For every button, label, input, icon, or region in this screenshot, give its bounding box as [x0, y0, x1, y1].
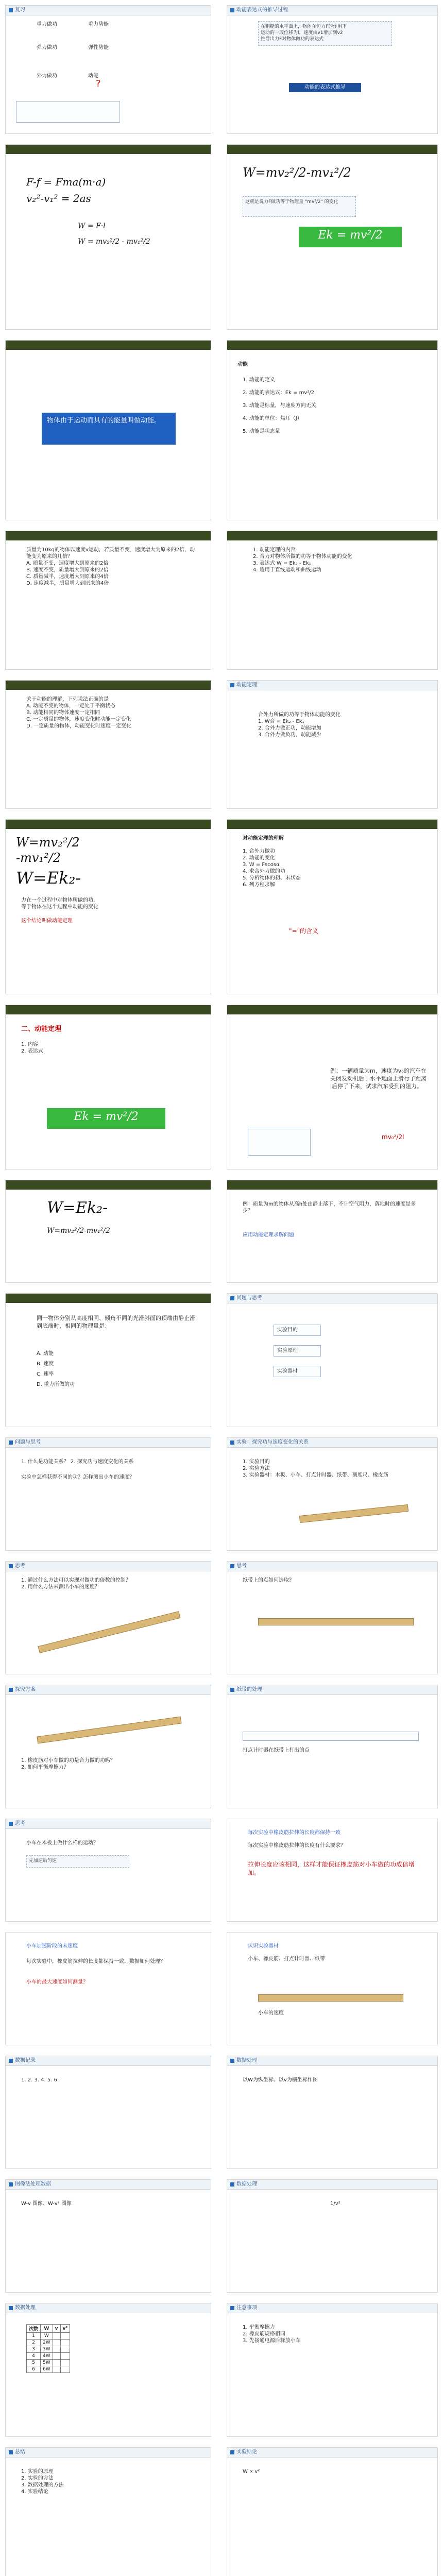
plan-q: 1. 橡皮筋对小车做的功是合力做的功吗？ 2. 如何平衡摩擦力？	[21, 1758, 115, 1770]
slide-title: 总结	[15, 2449, 25, 2455]
flow-label-2: 实验原理	[277, 1348, 298, 1353]
derivation-caption: 动能的表达式推导	[289, 83, 361, 92]
theorem-formula-1: W=Ek₂-	[47, 1199, 108, 1217]
slide-header	[227, 1438, 437, 1448]
incline-option-b[interactable]: B. 速度	[37, 1361, 54, 1367]
table-header-cell: W	[41, 2325, 53, 2333]
table-row	[27, 2333, 70, 2340]
slide-title: 动能定理	[236, 682, 257, 688]
velocity-text: 每次实验中，橡皮筋拉伸的长度都保持一致，数据如何处理？	[26, 1959, 165, 1964]
table-row	[27, 2353, 70, 2360]
table-row	[27, 2340, 70, 2346]
velocity-hl: 小车的最大速度如何测量？	[26, 1979, 88, 1985]
slide-think-2	[227, 1561, 438, 1674]
ke-point-4: 4. 动能的单位：焦耳（J）	[243, 416, 302, 421]
slide-band	[6, 341, 211, 350]
theorem-understanding-text: 1. 合外力做功 2. 动能的变化 3. W = Fscosα 4. 求合外力做的功 5. 分析物体的初、末状态 6. 列方程求解	[243, 849, 301, 888]
table-cell	[60, 2346, 70, 2353]
slide-title: 数据处理	[236, 2181, 257, 2187]
slide-title: 注意事项	[236, 2305, 257, 2311]
table-cell: 3	[27, 2346, 41, 2353]
data-table	[26, 2324, 70, 2373]
table-cell	[53, 2366, 60, 2373]
flow-box-2	[274, 1345, 321, 1357]
theorem-big-2: -mv₁²/2	[16, 851, 61, 865]
table-cell: 4	[27, 2353, 41, 2360]
slide-theorem-formula	[5, 1180, 211, 1283]
slide-header	[227, 681, 437, 690]
example-car-text: 例：一辆质量为m，速度为v₀的汽车在关闭发动机后于水平地面上滑行了距离l后停了下来，试求汽车受到的阻力。	[330, 1067, 427, 1090]
flow-box-1	[274, 1325, 321, 1336]
motion-answer: 先加速后匀速	[26, 1855, 129, 1868]
ke-big-formula: W=mv₂²/2-mv₁²/2	[243, 165, 351, 180]
table-cell	[60, 2333, 70, 2340]
section-title: 二、动能定理	[21, 1025, 62, 1033]
slide-problem-think	[5, 1437, 211, 1551]
slide-example-fall	[227, 1180, 438, 1283]
theorem2-text: 合外力所做的功等于物体动能的变化 1. W合 = Ek₂ - Ek₁ 2. 合外力做正功，动能增加 3. 合外力做负功，动能减少	[258, 712, 340, 738]
slide-band	[6, 820, 211, 829]
theorem-big-1: W=mv₂²/2	[16, 835, 80, 850]
table-header-cell: v	[53, 2325, 60, 2333]
practice-text: 质量为10kg的物体以速度v运动，若质量不变，速度增大为原来的2倍，动能变为原来的几倍？ A. 质量不变，速度增大到原来的2倍 B. 速度不变，质量增大到原来的2倍 C. 质量减半，速度增大到原来的4倍 D. 速度减半，质量增大到原来的4倍	[26, 547, 195, 586]
incline-option-a[interactable]: A. 动能	[37, 1351, 54, 1357]
slide-title: 探究方案	[15, 1687, 36, 1692]
slide-practice	[5, 531, 211, 670]
diagram-spring	[16, 101, 120, 123]
slide-band	[6, 531, 211, 540]
slide-title: 数据处理	[15, 2305, 36, 2311]
graph2-text: 1/v²	[330, 2201, 340, 2207]
flow-label-3: 实验器材	[277, 1368, 298, 1374]
flow-label-1: 实验目的	[277, 1327, 298, 1333]
table-cell	[60, 2360, 70, 2366]
example-fall-text: 例：质量为m的物体从高h处由静止落下，不计空气阻力，落地时的速度是多少？	[243, 1201, 416, 1214]
section-text: 1. 内容 2. 表达式	[21, 1042, 43, 1054]
ke-point-2: 2. 动能的表达式：Ek = mv²/2	[243, 390, 314, 396]
table-cell	[60, 2340, 70, 2346]
table-cell: 3W	[41, 2346, 53, 2353]
theorem-sub: 这个结论叫做动能定理	[21, 918, 73, 924]
slide-think-1	[5, 1561, 211, 1674]
slide-title: 问题与思考	[15, 1439, 41, 1445]
slide-header	[227, 1562, 437, 1571]
record-text: 1. 2. 3. 4. 5. 6.	[21, 2077, 59, 2083]
theorem-text: 1. 动能定理的内容 2. 合力对物体所做的功等于物体动能的变化 3. 表达式 W = Ek₂ - Ek₁ 4. 适用于直线运动和曲线运动	[253, 547, 352, 573]
table-cell	[60, 2353, 70, 2360]
table-cell	[60, 2366, 70, 2373]
ke-point-1: 1. 动能的定义	[243, 377, 275, 383]
slide-equipment	[227, 1932, 438, 2045]
equipment-board	[258, 1994, 403, 2002]
slide-theorem-section	[5, 1005, 211, 1170]
slide-title: 数据处理	[236, 2058, 257, 2063]
data-process-text: 以W为纵坐标、以v为横坐标作图	[243, 2077, 318, 2083]
problem-think-q: 1. 什么是功能关系？ 2. 探究功与速度变化的关系	[21, 1459, 134, 1465]
slide-header	[227, 1294, 437, 1303]
slide-band	[6, 681, 211, 690]
slide-header	[227, 2303, 437, 2313]
slide-experiment	[227, 1437, 438, 1551]
table-cell	[53, 2340, 60, 2346]
stretch-title: 每次实验中橡皮筋拉伸的长度都保持一致	[248, 1830, 340, 1836]
slide-work-formula	[5, 144, 211, 330]
slide-summary	[5, 2447, 211, 2576]
car-image	[248, 1129, 311, 1156]
eq-work: W = F·l	[78, 222, 106, 230]
slide-band	[227, 341, 438, 350]
slide-band	[6, 1005, 211, 1014]
slide-band	[6, 1294, 211, 1303]
slide-ke-points	[227, 340, 438, 520]
think2-q: 纸带上的点如何选取？	[243, 1578, 294, 1583]
incline-option-d[interactable]: D. 重力所做的功	[37, 1382, 75, 1387]
slide-understanding	[5, 680, 211, 809]
table-cell: 6	[27, 2366, 41, 2373]
review-result-1: 重力势能	[88, 22, 109, 27]
incline-text: 同一物体分别从高度相同、倾角不同的光滑斜面的顶端由静止滑到底端时，相同的物理量是：	[37, 1315, 195, 1329]
equipment-title: 认识实验器材	[248, 1943, 279, 1949]
notes-text: 1. 平衡摩擦力 2. 橡皮筋规格相同 3. 先接通电源后释放小车	[243, 2325, 301, 2344]
slide-header	[6, 2056, 211, 2066]
eq-newton: F-f = Fma(m·a)	[26, 176, 106, 188]
slide-header	[6, 2180, 211, 2190]
slide-tape	[227, 1685, 438, 1808]
theorem-statement: 力在一个过程中对物体所做的功， 等于物体在这个过程中动能的变化	[21, 897, 98, 910]
slide-header	[227, 1685, 437, 1695]
slide-title: 纸带的处理	[236, 1687, 262, 1692]
motion-q: 小车在木板上做什么样的运动？	[26, 1840, 98, 1846]
slide-band	[6, 145, 211, 154]
example-fall-sub: 应用动能定理求解问题	[243, 1232, 294, 1238]
slide-header	[6, 1562, 211, 1571]
tape-text: 打点计时器在纸带上打出的点	[243, 1748, 310, 1753]
slide-header	[227, 6, 437, 15]
eq-kinematic: v₂²-v₁² = 2as	[26, 192, 91, 205]
slide-title: 数据记录	[15, 2058, 36, 2063]
table-row	[27, 2366, 70, 2373]
slide-band	[227, 820, 438, 829]
theorem-understanding-title: 对动能定理的理解	[243, 836, 284, 841]
slide-header	[6, 1685, 211, 1695]
note-line-2: 运动的一段位移为l，速度由v1增加到v2	[261, 30, 343, 36]
ke-point-3: 3. 动能是标量，与速度方向无关	[243, 403, 316, 409]
table-cell: W	[41, 2333, 53, 2340]
table-cell	[53, 2353, 60, 2360]
experiment-board	[299, 1504, 408, 1523]
plan-board	[37, 1716, 181, 1743]
slide-motion	[5, 1819, 211, 1922]
slide-title: 实验结论	[236, 2449, 257, 2455]
experiment-lines: 1. 实验目的 2. 实验方法 3. 实验器材：木板、小车、打点计时器、纸带、刻度尺、橡皮筋	[243, 1459, 388, 1478]
eq-result: W = mv₂²/2 - mv₁²/2	[78, 238, 150, 246]
slide-example-car	[227, 1005, 438, 1170]
review-item-1: 重力做功	[37, 22, 57, 27]
slide-derivation	[227, 5, 438, 134]
slide-title: 问题与思考	[236, 1295, 262, 1301]
slide-incline-question	[5, 1293, 211, 1427]
slide-conclusion	[227, 2447, 438, 2576]
slide-band	[227, 531, 438, 540]
ke-label: 动能	[237, 362, 248, 367]
review-result-2: 弹性势能	[88, 45, 109, 50]
slide-questions-think	[227, 1293, 438, 1427]
stretch-a: 拉伸长度应该相同，这样才能保证橡皮筋对小车做的功成倍增加。	[248, 1861, 415, 1876]
slide-table	[5, 2303, 211, 2437]
section-green-formula: Ek = mv²/2	[47, 1108, 165, 1129]
equipment-q: 小车的速度	[258, 2010, 284, 2016]
derivation-note	[258, 21, 392, 46]
table-header-cell: 次数	[27, 2325, 41, 2333]
slide-header	[6, 2303, 211, 2313]
think1-board	[38, 1611, 180, 1653]
slide-review	[5, 5, 211, 134]
table-cell: 5W	[41, 2360, 53, 2366]
slide-record	[5, 2056, 211, 2169]
think2-board	[258, 1618, 414, 1625]
theorem-formula-2: W=mv₂²/2-mv₁²/2	[47, 1227, 110, 1235]
tape-strip	[243, 1732, 419, 1741]
ke-point-5: 5. 动能是状态量	[243, 429, 280, 434]
slide-plan	[5, 1685, 211, 1808]
ke-note: 这就是说力F做功等于物理量 "mv²/2" 的变化	[243, 196, 356, 217]
table-cell: 1	[27, 2333, 41, 2340]
slide-graph	[5, 2179, 211, 2293]
think1-q: 1. 通过什么方法可以实现对做功的倍数的控制？ 2. 用什么方法来测出小车的速度？	[21, 1578, 131, 1590]
example-car-ans: mv₀²/2l	[382, 1133, 404, 1141]
slide-notes	[227, 2303, 438, 2437]
slide-title: 复习	[15, 7, 25, 13]
incline-option-c[interactable]: C. 速率	[37, 1371, 54, 1377]
problem-think-q2: 实验中怎样获得不同的功？怎样测出小车的速度？	[21, 1475, 134, 1480]
slide-band	[227, 145, 438, 154]
review-result-3: 动能	[88, 73, 98, 79]
table-cell: 6W	[41, 2366, 53, 2373]
slide-header	[6, 6, 211, 15]
slide-band	[227, 1005, 438, 1014]
slide-theorem-statement	[5, 819, 211, 994]
slide-theorem	[227, 531, 438, 670]
graph-text: W-v 图像、W-v² 图像	[21, 2201, 72, 2207]
theorem-understanding-ans: "="的含义	[289, 927, 319, 935]
slide-header	[6, 1438, 211, 1448]
slide-header	[6, 2448, 211, 2458]
slide-theorem-2	[227, 680, 438, 809]
slide-graph-2	[227, 2179, 438, 2293]
velocity-title: 小车加速阶段的末速度	[26, 1943, 78, 1949]
slide-title: 图像法处理数据	[15, 2181, 51, 2187]
slide-theorem-understanding	[227, 819, 438, 994]
stretch-q: 每次实验中橡皮筋拉伸的长度有什么要求？	[248, 1843, 346, 1849]
table-cell: 2W	[41, 2340, 53, 2346]
review-question: ?	[96, 78, 101, 89]
slide-title: 思考	[15, 1563, 25, 1569]
slide-ke-box	[5, 340, 211, 520]
slide-header	[227, 2180, 437, 2190]
slide-title: 思考	[236, 1563, 247, 1569]
theorem-big-3: W=Ek₂-	[16, 868, 81, 888]
table-row	[27, 2346, 70, 2353]
note-line-3: 推导出力F对物体做功的表达式	[261, 37, 324, 42]
conclusion-text: W ∝ v²	[243, 2469, 260, 2475]
review-item-3: 外力做功	[37, 73, 57, 79]
table-header-row	[27, 2325, 70, 2333]
table-cell: 4W	[41, 2353, 53, 2360]
table-cell	[53, 2346, 60, 2353]
review-item-2: 弹力做功	[37, 45, 57, 50]
table-header-cell: v²	[60, 2325, 70, 2333]
table-cell	[53, 2360, 60, 2366]
understanding-text: 关于动能的理解，下列说法正确的是 A. 动能不变的物体，一定处于平衡状态 B. 动能相同的物体速度一定相同 C. 一定质量的物体，速度变化时动能一定变化 D. 一定质量的物体，动能变化时速度一定变化	[26, 697, 132, 729]
table-cell	[53, 2333, 60, 2340]
slide-header	[227, 2056, 437, 2066]
slide-header	[227, 2448, 437, 2458]
slide-velocity	[5, 1932, 211, 2045]
table-cell: 2	[27, 2340, 41, 2346]
equipment-text: 小车、橡皮筋、打点计时器、纸带	[248, 1956, 325, 1962]
slide-band	[227, 1180, 438, 1190]
summary-text: 1. 实验的原理 2. 实验的方法 3. 数据处理的方法 4. 实验结论	[21, 2469, 64, 2495]
slide-title: 动能表达式的推导过程	[236, 7, 288, 13]
table-cell: 5	[27, 2360, 41, 2366]
flow-box-3	[274, 1366, 321, 1377]
ke-green-formula: Ek = mv²/2	[299, 227, 402, 247]
slide-stretch	[227, 1819, 438, 1922]
slide-data-process	[227, 2056, 438, 2169]
slide-title: 实验：探究功与速度变化的关系	[236, 1439, 309, 1445]
table-row	[27, 2360, 70, 2366]
slide-band	[6, 1180, 211, 1190]
ke-definition-box: 物体由于运动而具有的能量叫做动能。	[42, 413, 176, 445]
note-line-1: 在粗糙的水平面上，物体在恒力F的作用下	[261, 24, 347, 29]
slide-header	[6, 1819, 211, 1829]
slide-title: 思考	[15, 1821, 25, 1826]
